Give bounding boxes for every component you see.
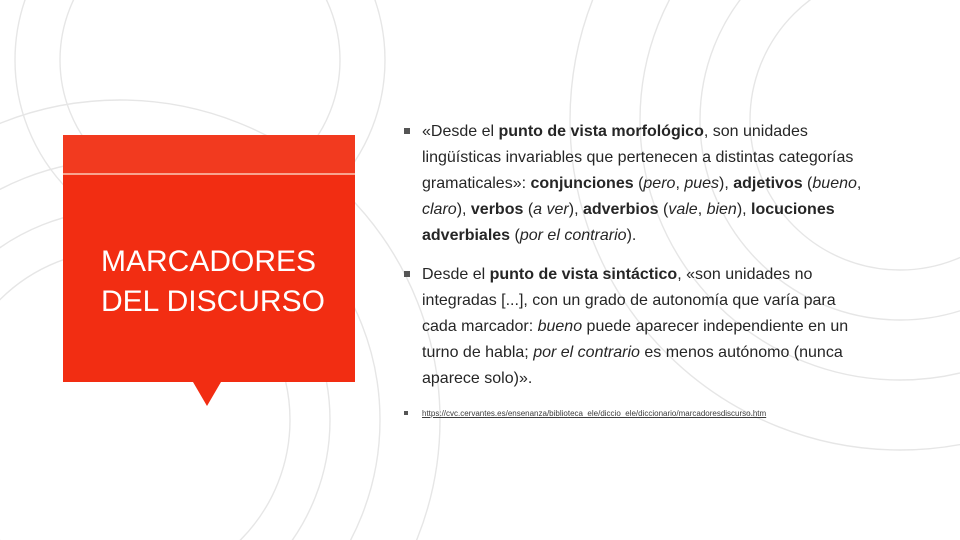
text-run: verbos <box>470 201 524 218</box>
title-panel-divider <box>63 173 355 175</box>
slide-title-line-2: DEL DISCURSO <box>101 285 325 318</box>
text-run: adjetivos <box>733 175 803 192</box>
bullet-source-link <box>404 408 874 420</box>
text-run: pero <box>643 175 676 192</box>
text-run: bueno <box>537 318 583 335</box>
text-run: «Desde el <box>422 123 499 140</box>
source-link[interactable]: https://cvc.cervantes.es/ensenanza/biblioteca_ele/diccio_ele/diccionario/marcadoresdiscurso.htm <box>422 409 767 418</box>
bullet-morphological <box>404 119 874 249</box>
text-run: punto de vista sintáctico <box>489 266 678 283</box>
title-panel-top-band <box>63 135 355 173</box>
text-run: es menos autónomo (nunca aparece solo)». <box>422 344 843 387</box>
text-run: ), <box>736 201 752 218</box>
bullet-text <box>422 266 848 387</box>
bullet-square-icon <box>404 271 410 277</box>
text-run: vale <box>668 201 698 218</box>
bullet-syntactic <box>404 262 874 392</box>
text-run: ( <box>633 175 644 192</box>
text-run: a ver <box>533 201 569 218</box>
text-run: Desde el <box>422 266 490 283</box>
text-run: puede aparecer independiente en un turno de habla; <box>422 318 849 361</box>
text-run: , son unidades lingüísticas invariables que pertenecen a distintas categorías gramaticales»: <box>422 123 854 192</box>
text-run: locuciones adverbiales <box>422 201 835 244</box>
text-run: ( <box>523 201 534 218</box>
text-run: adverbios <box>582 201 659 218</box>
text-run: bien <box>706 201 737 218</box>
text-run: pues <box>684 175 720 192</box>
bullet-text <box>422 123 861 244</box>
text-run: , <box>856 175 862 192</box>
title-panel-pointer <box>193 382 221 406</box>
text-run: ( <box>802 175 813 192</box>
bullet-square-icon <box>404 128 410 134</box>
text-run: ). <box>626 227 637 244</box>
text-run: por el contrario <box>519 227 627 244</box>
text-run: punto de vista morfológico <box>498 123 704 140</box>
text-run: bueno <box>812 175 857 192</box>
slide-title-line-1: MARCADORES <box>101 245 317 278</box>
text-run: claro <box>422 201 457 218</box>
text-run: , <box>697 201 707 218</box>
text-run: , «son unidades no integradas [...], con un grado de autonomía que varía para cada marcador: <box>422 266 836 335</box>
slide-title <box>101 242 341 322</box>
bullet-list <box>404 119 874 433</box>
text-run: ), <box>568 201 583 218</box>
bullet-square-icon <box>404 411 408 415</box>
text-run: por el contrario <box>533 344 640 361</box>
text-run: ), <box>456 201 471 218</box>
text-run: ( <box>658 201 669 218</box>
text-run: , <box>675 175 685 192</box>
text-run: ( <box>510 227 520 244</box>
text-run: conjunciones <box>530 175 634 192</box>
text-run: ), <box>719 175 734 192</box>
